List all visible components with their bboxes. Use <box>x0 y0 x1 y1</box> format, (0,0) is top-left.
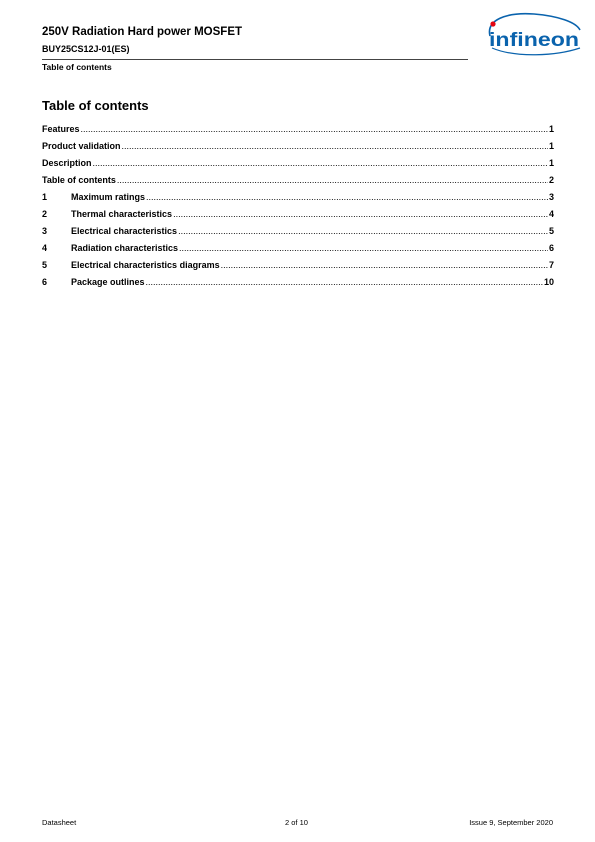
toc-dot-leader <box>122 138 548 155</box>
toc-entry[interactable] <box>42 240 554 257</box>
footer-doc-type: Datasheet <box>42 818 77 827</box>
toc-entry[interactable] <box>42 189 554 206</box>
toc-dot-leader <box>117 172 548 189</box>
toc-dot-leader <box>146 274 543 291</box>
toc-entry-page[interactable]: 5 <box>548 226 554 236</box>
toc-dot-leader <box>146 189 548 206</box>
toc-entry[interactable] <box>42 274 554 291</box>
toc-entry-page[interactable]: 1 <box>548 141 554 151</box>
toc-entry-number: 5 <box>42 260 48 270</box>
toc-entry-title[interactable]: Features <box>42 124 80 134</box>
logo-wordmark: infineon <box>489 30 579 51</box>
toc-dot-leader <box>93 155 548 172</box>
toc-entry-title[interactable]: Radiation characteristics <box>71 243 179 253</box>
toc-entry-title[interactable]: Product validation <box>42 141 121 151</box>
toc-heading: Table of contents <box>42 98 149 113</box>
toc-entry[interactable] <box>42 257 554 274</box>
toc-list <box>42 121 554 291</box>
toc-dot-leader <box>81 121 548 138</box>
toc-entry-title[interactable]: Electrical characteristics diagrams <box>71 260 220 270</box>
toc-entry-page[interactable]: 7 <box>548 260 554 270</box>
toc-entry-page[interactable]: 1 <box>548 158 554 168</box>
toc-entry-page[interactable]: 6 <box>548 243 554 253</box>
toc-entry-title[interactable]: Package outlines <box>71 277 145 287</box>
toc-entry-number: 4 <box>42 243 48 253</box>
toc-entry-page[interactable]: 2 <box>548 175 554 185</box>
toc-entry-number: 6 <box>42 277 48 287</box>
toc-entry-number: 2 <box>42 209 48 219</box>
toc-dot-leader <box>221 257 548 274</box>
toc-dot-leader <box>173 206 548 223</box>
toc-entry-number: 1 <box>42 192 48 202</box>
toc-entry-title[interactable]: Thermal characteristics <box>71 209 173 219</box>
toc-dot-leader <box>178 223 548 240</box>
toc-entry[interactable] <box>42 206 554 223</box>
infineon-logo <box>476 10 586 60</box>
running-section-title: Table of contents <box>42 62 112 72</box>
part-number: BUY25CS12J-01(ES) <box>42 44 130 54</box>
toc-entry-title[interactable]: Table of contents <box>42 175 116 185</box>
toc-entry[interactable] <box>42 121 554 138</box>
toc-entry-page[interactable]: 4 <box>548 209 554 219</box>
logo-dot <box>490 21 495 26</box>
toc-entry[interactable] <box>42 138 554 155</box>
toc-entry-title[interactable]: Maximum ratings <box>71 192 146 202</box>
footer-issue: Issue 9, September 2020 <box>469 818 553 827</box>
toc-dot-leader <box>179 240 548 257</box>
header-divider <box>42 59 468 60</box>
toc-entry-page[interactable]: 1 <box>548 124 554 134</box>
toc-entry-page[interactable]: 3 <box>548 192 554 202</box>
toc-entry[interactable] <box>42 172 554 189</box>
toc-entry-title[interactable]: Electrical characteristics <box>71 226 178 236</box>
document-title: 250V Radiation Hard power MOSFET <box>42 26 243 38</box>
toc-entry-title[interactable]: Description <box>42 158 92 168</box>
toc-entry[interactable] <box>42 223 554 240</box>
toc-entry-page[interactable]: 10 <box>543 277 554 287</box>
footer-page-number: 2 of 10 <box>285 818 308 827</box>
toc-entry-number: 3 <box>42 226 48 236</box>
toc-entry[interactable] <box>42 155 554 172</box>
